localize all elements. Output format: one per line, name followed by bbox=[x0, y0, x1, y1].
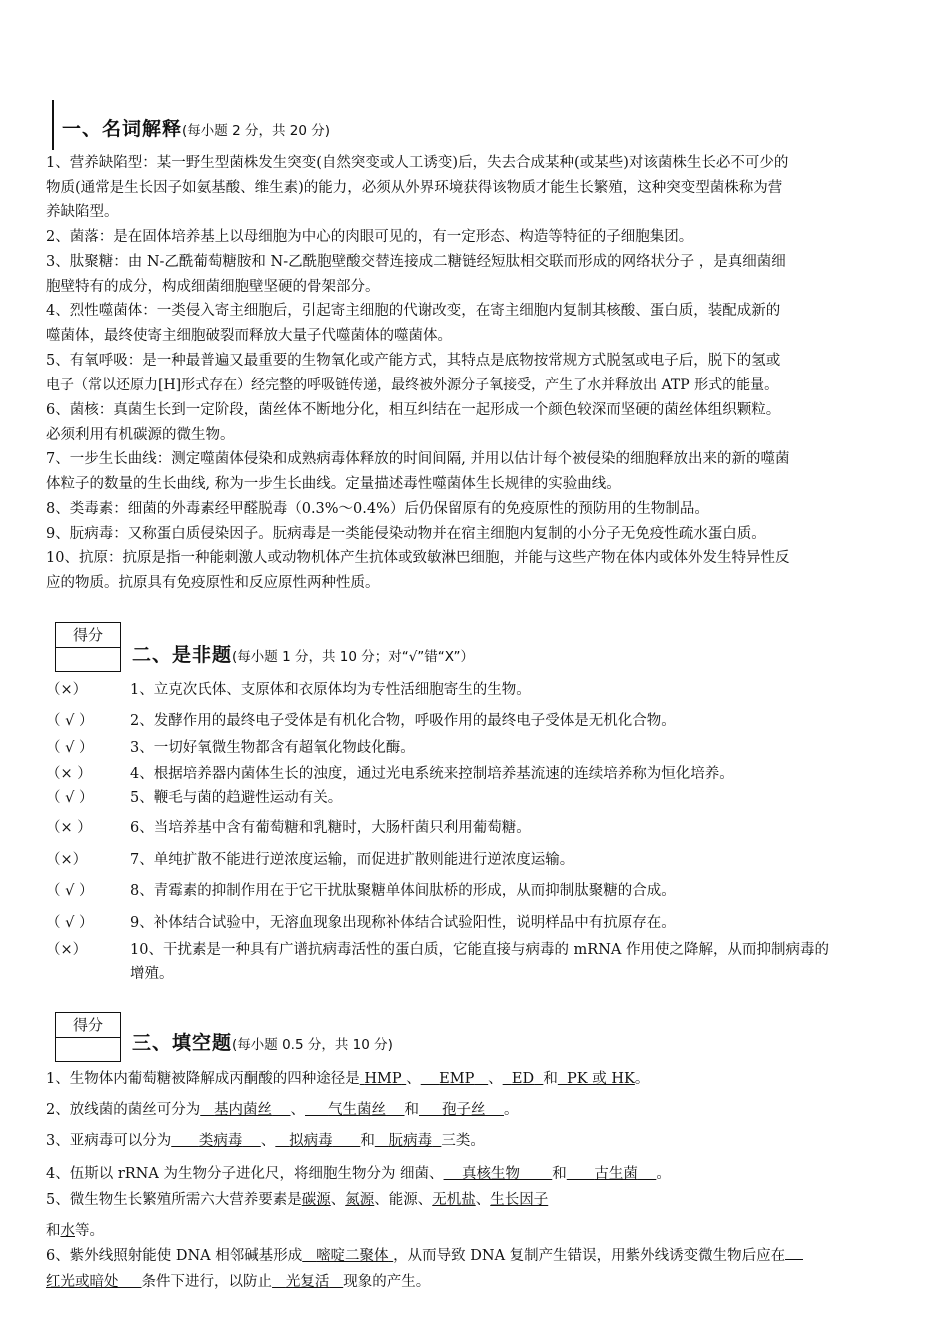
definition-line: 应的物质。抗原具有免疫原性和反应原性两种性质。 bbox=[46, 574, 380, 591]
fill-question-1: 1、生物体内葡萄糖被降解成丙酮酸的四种途径是 HMP 、 EMP 、 ED 和 PK 或 HK。 bbox=[46, 1071, 650, 1087]
answer: 真核生物 bbox=[462, 1166, 520, 1182]
answer-blank bbox=[503, 1071, 544, 1087]
section2-title: 二、是非题 bbox=[132, 644, 233, 666]
question-text: 、能源、 bbox=[374, 1192, 433, 1208]
answer-blank bbox=[567, 1166, 657, 1182]
question-text: 和 bbox=[543, 1071, 558, 1087]
score-label: 得分 bbox=[56, 623, 120, 648]
question-text: ，从而导致 DNA 复制产生错误，用紫外线诱变微生物后应在 bbox=[393, 1248, 786, 1264]
question-text: 和 bbox=[404, 1102, 419, 1118]
answer-blank bbox=[375, 1133, 442, 1149]
tf-answer: （× ） bbox=[46, 820, 92, 836]
section1-title: 一、名词解释 bbox=[62, 118, 183, 140]
question-text: 5、微生物生长繁殖所需六大营养要素是 bbox=[46, 1192, 302, 1208]
definitions-list bbox=[46, 151, 906, 596]
fill-question-6-cont bbox=[46, 1270, 430, 1291]
answer-blank bbox=[302, 1248, 393, 1264]
tf-item bbox=[46, 911, 916, 932]
question-text: 条件下进行，以防止 bbox=[141, 1274, 273, 1290]
question-text: 4、伍斯以 rRNA 为生物分子进化尺，将细胞生物分为 细菌、 bbox=[46, 1166, 444, 1182]
section2-note: (每小题 1 分，共 10 分；对“√”错“X”） bbox=[232, 649, 474, 665]
answer-blank bbox=[272, 1274, 343, 1290]
definition-line: 6、菌核：真菌生长到一定阶段，菌丝体不断地分化，相互纠结在一起形成一个颜色较深而坚硬的菌丝体组织颗粒。 bbox=[46, 402, 781, 419]
section-divider bbox=[52, 100, 54, 150]
tf-answer: （×） bbox=[46, 852, 88, 868]
question-text: 3、亚病毒可以分为 bbox=[46, 1133, 172, 1149]
question-text: 1、生物体内葡萄糖被降解成丙酮酸的四种途径是 bbox=[46, 1071, 360, 1087]
tf-item bbox=[46, 709, 916, 730]
tf-answer: （×） bbox=[46, 682, 88, 698]
definition-line: 养缺陷型。 bbox=[46, 204, 119, 221]
tf-item bbox=[46, 816, 916, 837]
tf-text: 8、青霉素的抑制作用在于它干扰肽聚糖单体间肽桥的形成，从而抑制肽聚糖的合成。 bbox=[130, 883, 676, 899]
question-text: 现象的产生。 bbox=[343, 1274, 431, 1290]
tf-text: 7、单纯扩散不能进行逆浓度运输，而促进扩散则能进行逆浓度运输。 bbox=[130, 852, 575, 868]
answer-blank bbox=[171, 1133, 261, 1149]
tf-text: 5、鞭毛与菌的趋避性运动有关。 bbox=[130, 790, 343, 806]
definition-line: 4、烈性噬菌体：一类侵入寄主细胞后，引起寄主细胞的代谢改变，在寄主细胞内复制其核酸、蛋白质，装配成新的 bbox=[46, 303, 781, 320]
answer-blank bbox=[305, 1102, 404, 1118]
fill-question-3: 3、亚病毒可以分为 类病毒 、 拟病毒 和 朊病毒 三类。 bbox=[46, 1133, 485, 1149]
tf-text: 1、立克次氏体、支原体和衣原体均为专性活细胞寄生的生物。 bbox=[130, 682, 531, 698]
answer: EMP bbox=[439, 1071, 475, 1087]
section1-note: (每小题 2 分，共 20 分) bbox=[182, 123, 330, 139]
tf-item bbox=[46, 678, 916, 699]
tf-item bbox=[46, 938, 916, 959]
answer-blank bbox=[360, 1071, 406, 1087]
score-box bbox=[55, 1012, 121, 1062]
question-text: 和 bbox=[360, 1133, 375, 1149]
question-text: 。 bbox=[656, 1166, 671, 1182]
tf-item bbox=[46, 736, 916, 757]
answer: PK 或 HK bbox=[567, 1071, 635, 1087]
answer-blank bbox=[46, 1274, 142, 1290]
answer: 朊病毒 bbox=[388, 1133, 433, 1149]
definition-line: 物质(通常是生长因子如氨基酸、维生素)的能力，必须从外界环境获得该物质才能生长繁殖，这种突变型菌株称为营 bbox=[46, 179, 783, 196]
answer: 氮源 bbox=[345, 1192, 375, 1208]
definition-line: 2、菌落：是在固体培养基上以母细胞为中心的肉眼可见的，有一定形态、构造等特征的子细胞集团。 bbox=[46, 229, 694, 246]
tf-item bbox=[46, 848, 916, 869]
tf-text: 增殖。 bbox=[130, 966, 174, 982]
answer-blank bbox=[444, 1166, 553, 1182]
answer-blank bbox=[419, 1102, 504, 1118]
tf-item bbox=[46, 786, 916, 807]
answer: 生长因子 bbox=[490, 1192, 549, 1208]
answer: 红光或暗处 bbox=[46, 1274, 119, 1290]
section3-note: (每小题 0.5 分，共 10 分) bbox=[232, 1037, 393, 1053]
answer-blank bbox=[275, 1133, 360, 1149]
question-text: 。 bbox=[503, 1102, 519, 1118]
answer-blank bbox=[200, 1102, 290, 1118]
answer: ED bbox=[511, 1071, 535, 1087]
fill-question-4 bbox=[46, 1162, 671, 1183]
section1-heading bbox=[62, 114, 330, 141]
tf-text: 3、一切好氧微生物都含有超氧化物歧化酶。 bbox=[130, 740, 415, 756]
section3-heading bbox=[132, 1028, 393, 1055]
answer: 水 bbox=[60, 1223, 75, 1239]
answer: 基内菌丝 bbox=[214, 1102, 273, 1118]
definition-line: 胞壁特有的成分，构成细菌细胞壁坚硬的骨架部分。 bbox=[46, 278, 380, 295]
tf-answer: （ √ ） bbox=[46, 915, 94, 931]
question-text: 2、放线菌的菌丝可分为 bbox=[46, 1102, 201, 1118]
score-box bbox=[55, 622, 121, 672]
tf-answer: （ √ ） bbox=[46, 883, 94, 899]
answer: 碳源 bbox=[301, 1192, 331, 1208]
definition-line: 必须利用有机碳源的微生物。 bbox=[46, 426, 235, 443]
definition-line: 噬菌体，最终使寄主细胞破裂而释放大量子代噬菌体的噬菌体。 bbox=[46, 327, 452, 344]
fill-question-2: 2、放线菌的菌丝可分为 基内菌丝 、 气生菌丝 和 孢子丝 。 bbox=[46, 1102, 519, 1118]
section3-title: 三、填空题 bbox=[132, 1032, 233, 1054]
tf-answer: （ √ ） bbox=[46, 790, 94, 806]
definition-line: 3、肽聚糖：由 N-乙酰葡萄糖胺和 N-乙酰胞壁酸交替连接成二糖链经短肽相交联而形成的网络状分子 ，是真细菌细 bbox=[46, 253, 786, 270]
definition-line: 电子（常以还原力[H]形式存在）经完整的呼吸链传递，最终被外源分子氧接受，产生了水并释放出 ATP 形式的能量。 bbox=[46, 377, 779, 394]
tf-text: 9、补体结合试验中，无溶血现象出现称补体结合试验阳性，说明样品中有抗原存在。 bbox=[130, 915, 676, 931]
tf-answer: （×） bbox=[46, 942, 88, 958]
score-label: 得分 bbox=[56, 1013, 120, 1038]
answer-blank bbox=[558, 1071, 635, 1087]
answer-blank bbox=[421, 1071, 488, 1087]
question-text: 等。 bbox=[75, 1223, 104, 1239]
tf-item bbox=[46, 762, 916, 783]
tf-text: 6、当培养基中含有葡萄糖和乳糖时，大肠杆菌只利用葡萄糖。 bbox=[130, 820, 531, 836]
question-text: 和 bbox=[552, 1166, 567, 1182]
answer: 类病毒 bbox=[198, 1133, 243, 1149]
answer: HMP bbox=[364, 1071, 402, 1087]
definition-line: 9、朊病毒：又称蛋白质侵染因子。朊病毒是一类能侵染动物并在宿主细胞内复制的小分子无免疫性疏水蛋白质。 bbox=[46, 525, 766, 542]
tf-answer: （ √ ） bbox=[46, 713, 94, 729]
answer-blank-line bbox=[785, 1245, 803, 1260]
definition-line: 体粒子的数量的生长曲线, 称为一步生长曲线。定量描述毒性噬菌体生长规律的实验曲线。 bbox=[46, 476, 621, 493]
definition-line: 1、营养缺陷型：某一野生型菌株发生突变(自然突变或人工诱变)后，失去合成某种(或某些)对该菌株生长必不可少的 bbox=[46, 155, 789, 171]
answer: 拟病毒 bbox=[289, 1133, 333, 1149]
tf-text: 4、根据培养器内菌体生长的浊度，通过光电系统来控制培养基流速的连续培养称为恒化培养。 bbox=[130, 766, 734, 782]
definition-line: 7、一步生长曲线：测定噬菌体侵染和成熟病毒体释放的时间间隔, 并用以估计每个被侵染的细胞释放出来的新的噬菌 bbox=[46, 451, 790, 468]
tf-item bbox=[46, 879, 916, 900]
section2-heading bbox=[132, 640, 474, 667]
question-text: 。 bbox=[634, 1071, 650, 1087]
question-text: 6、紫外线照射能使 DNA 相邻碱基形成 bbox=[46, 1248, 303, 1264]
answer: 光复活 bbox=[285, 1274, 330, 1290]
definition-line: 8、类毒素：细菌的外毒素经甲醛脱毒（0.3%～0.4%）后仍保留原有的免疫原性的预防用的生物制品。 bbox=[46, 500, 709, 517]
definition-line: 10、抗原：抗原是指一种能刺激人或动物机体产生抗体或致敏淋巴细胞，并能与这些产物在体内或体外发生特异性反 bbox=[46, 550, 790, 567]
answer: 古生菌 bbox=[594, 1166, 638, 1182]
answer: 嘧啶二聚体 bbox=[316, 1248, 389, 1264]
fill-question-5: 5、微生物生长繁殖所需六大营养要素是碳源、氮源、能源、无机盐、生长因子 bbox=[46, 1192, 549, 1208]
tf-answer: （× ） bbox=[46, 766, 92, 782]
tf-answer: （ √ ） bbox=[46, 740, 94, 756]
answer: 气生菌丝 bbox=[328, 1102, 387, 1118]
question-text: 和 bbox=[46, 1223, 61, 1239]
answer: 孢子丝 bbox=[442, 1102, 486, 1118]
fill-question-5-cont bbox=[46, 1219, 104, 1240]
fill-question-6 bbox=[46, 1244, 803, 1265]
question-text: 三类。 bbox=[441, 1133, 485, 1149]
answer: 无机盐 bbox=[432, 1192, 476, 1208]
definition-line: 5、有氧呼吸：是一种最普遍又最重要的生物氧化或产能方式，其特点是底物按常规方式脱氢或电子后，脱下的氢或 bbox=[46, 352, 781, 369]
tf-text: 2、发酵作用的最终电子受体是有机化合物，呼吸作用的最终电子受体是无机化合物。 bbox=[130, 713, 676, 729]
tf-text: 10、干扰素是一种具有广谱抗病毒活性的蛋白质，它能直接与病毒的 mRNA 作用使之降解，从而抑制病毒的 bbox=[130, 942, 829, 958]
